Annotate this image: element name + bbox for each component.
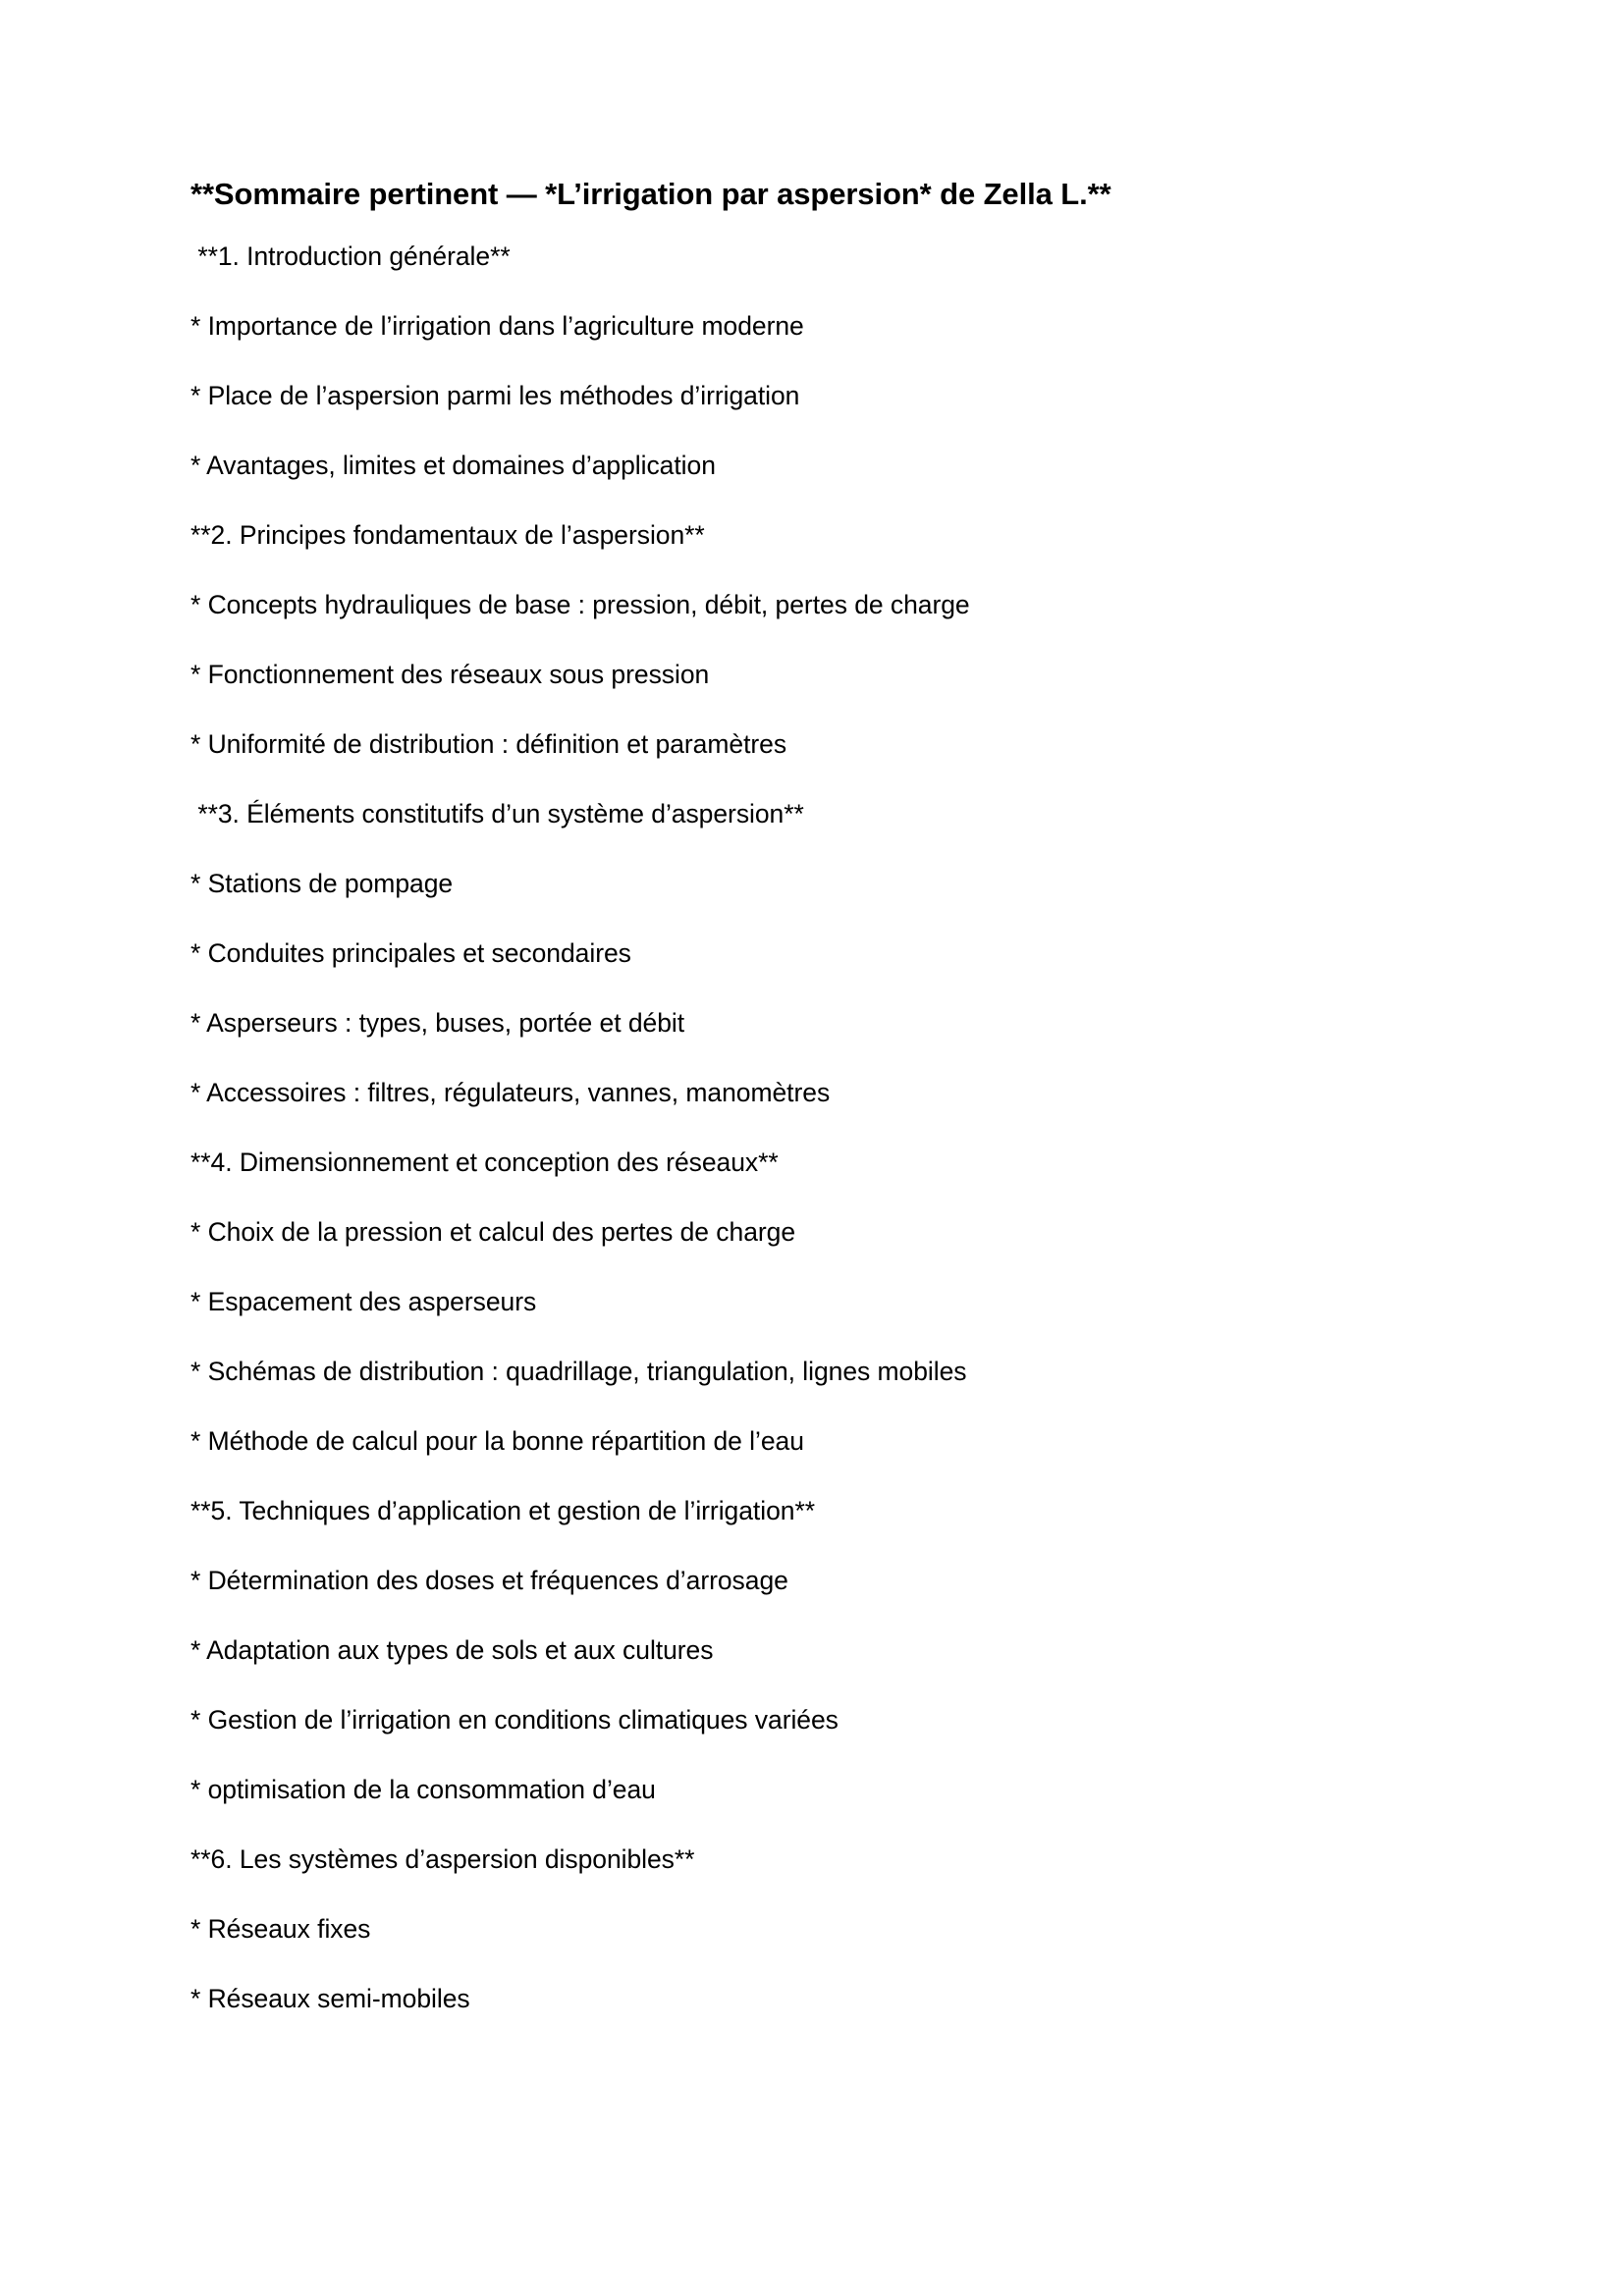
toc-section-heading: **4. Dimensionnement et conception des réseaux** [190, 1148, 779, 1178]
toc-bullet-line: * Asperseurs : types, buses, portée et débit [190, 1008, 685, 1039]
toc-bullet-line: * Importance de l’irrigation dans l’agriculture moderne [190, 311, 804, 342]
toc-bullet-line: * optimisation de la consommation d’eau [190, 1775, 656, 1805]
toc-bullet-line: * Place de l’aspersion parmi les méthodes d’irrigation [190, 381, 800, 411]
toc-bullet-line: * Réseaux semi-mobiles [190, 1984, 470, 2014]
toc-bullet-line: * Schémas de distribution : quadrillage, triangulation, lignes mobiles [190, 1357, 967, 1387]
toc-bullet-line: * Accessoires : filtres, régulateurs, vannes, manomètres [190, 1078, 831, 1108]
toc-bullet-line: * Avantages, limites et domaines d’application [190, 451, 716, 481]
toc-bullet-line: * Uniformité de distribution : définition et paramètres [190, 729, 787, 760]
document-title: **Sommaire pertinent — *L’irrigation par aspersion* de Zella L.** [190, 177, 1111, 211]
toc-bullet-line: * Conduites principales et secondaires [190, 938, 631, 969]
toc-bullet-line: * Gestion de l’irrigation en conditions climatiques variées [190, 1705, 839, 1735]
toc-bullet-line: * Fonctionnement des réseaux sous pression [190, 660, 710, 690]
toc-section-heading: **1. Introduction générale** [190, 241, 511, 272]
toc-bullet-line: * Détermination des doses et fréquences d’arrosage [190, 1566, 788, 1596]
toc-bullet-line: * Concepts hydrauliques de base : pression, débit, pertes de charge [190, 590, 970, 620]
toc-section-heading: **2. Principes fondamentaux de l’aspersion** [190, 520, 705, 551]
table-of-contents [190, 240, 1467, 2029]
toc-bullet-line: * Stations de pompage [190, 869, 454, 899]
toc-section-heading: **6. Les systèmes d’aspersion disponibles** [190, 1844, 695, 1875]
toc-bullet-line: * Adaptation aux types de sols et aux cultures [190, 1635, 714, 1666]
toc-section-heading: **3. Éléments constitutifs d’un système d’aspersion** [190, 799, 804, 829]
toc-bullet-line: * Réseaux fixes [190, 1914, 371, 1945]
toc-section-heading: **5. Techniques d’application et gestion de l’irrigation** [190, 1496, 815, 1526]
toc-bullet-line: * Méthode de calcul pour la bonne répartition de l’eau [190, 1426, 804, 1457]
toc-bullet-line: * Choix de la pression et calcul des pertes de charge [190, 1217, 796, 1248]
document-text-column [190, 175, 1467, 2029]
toc-bullet-line: * Espacement des asperseurs [190, 1287, 537, 1317]
